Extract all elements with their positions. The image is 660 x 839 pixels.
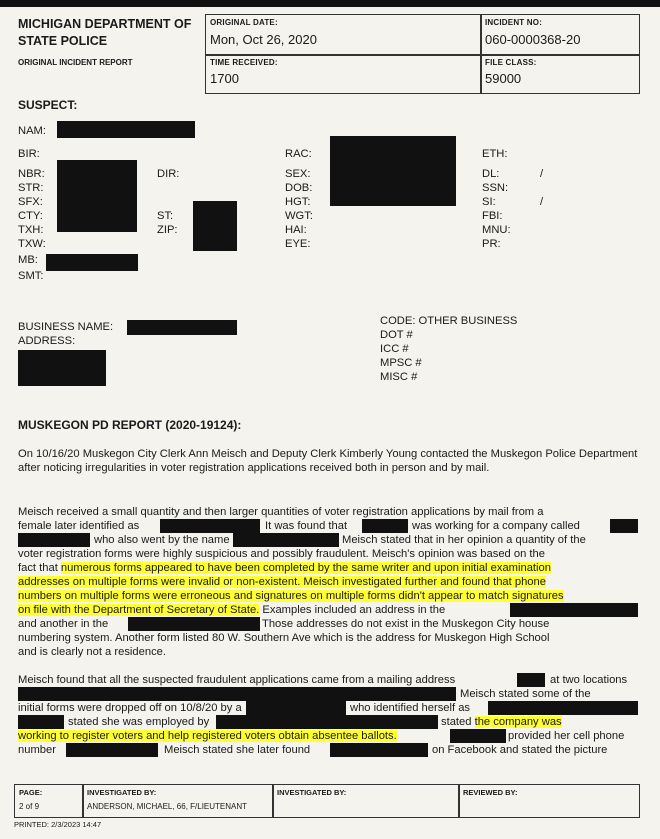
- dl-slash: /: [540, 168, 544, 180]
- si-slash: /: [540, 196, 544, 208]
- redaction-mb: [46, 254, 138, 271]
- p2-line-8: [18, 604, 445, 616]
- highlight-p2-line-8: on file with the Department of Secretary of State.: [18, 604, 260, 616]
- field-sfx: SFX:: [18, 196, 43, 208]
- p3-line-4-b: [441, 716, 562, 728]
- report-paragraph-1: On 10/16/20 Muskegon City Clerk Ann Meisch and Deputy Clerk Kimberly Young contacted the Muskegon Police Department after noticing irregularities in voter registration applications received both in person and by mail.: [18, 448, 638, 474]
- footer-page-box: [14, 784, 84, 818]
- p3-line-1-b: at two locations: [550, 674, 628, 686]
- field-str: STR:: [18, 182, 44, 194]
- redaction-p3-locations: [18, 687, 456, 701]
- redaction-state-zip: [193, 201, 237, 251]
- p2-line-9-b: Those addresses do not exist in the Muskegon City house: [262, 618, 550, 630]
- business-code: CODE: OTHER BUSINESS: [380, 315, 518, 327]
- field-hai: HAI:: [285, 224, 307, 236]
- p2-line-10: numbering system. Another form listed 80 W. Southern Ave which is the address for Muskegon High School: [18, 632, 550, 644]
- file-class-value: 59000: [485, 71, 522, 86]
- footer-investigated-label-2: INVESTIGATED BY:: [277, 788, 347, 797]
- p2-line-2-b: It was found that: [265, 520, 348, 532]
- original-date-box: [205, 14, 482, 56]
- report-heading: MUSKEGON PD REPORT (2020-19124):: [18, 418, 242, 432]
- p2-line-9-a: and another in the: [18, 618, 109, 630]
- business-name-label: BUSINESS NAME:: [18, 321, 114, 333]
- field-sex: SEX:: [285, 168, 311, 180]
- time-received-value: 1700: [210, 71, 239, 86]
- field-rac: RAC:: [285, 148, 312, 160]
- business-dot: DOT #: [380, 329, 413, 341]
- p3-line-4-a: stated she was employed by: [68, 716, 210, 728]
- suspect-heading: SUSPECT:: [18, 98, 78, 112]
- field-fbi: FBI:: [482, 210, 503, 222]
- p2-line-11: and is clearly not a residence.: [18, 646, 167, 658]
- p3-line-5-b: provided her cell phone: [508, 730, 625, 742]
- incident-no-label: INCIDENT NO:: [485, 18, 543, 27]
- field-bir: BIR:: [18, 148, 40, 160]
- redaction-p2-name: [160, 519, 260, 533]
- field-dl: DL:: [482, 168, 500, 180]
- footer-investigated-box-2: [272, 784, 460, 818]
- business-address-label: ADDRESS:: [18, 335, 76, 347]
- file-class-label: FILE CLASS:: [485, 58, 537, 67]
- p3-line-6-a: number: [18, 744, 56, 756]
- highlight-p2-line-5: numerous forms appeared to have been completed by the same writer and upon initial examination: [60, 562, 551, 574]
- field-st: ST:: [157, 210, 174, 222]
- footer-investigated-value-1: ANDERSON, MICHAEL, 66, F/LIEUTENANT: [87, 802, 248, 811]
- field-eth: ETH:: [482, 148, 508, 160]
- field-cty: CTY:: [18, 210, 43, 222]
- field-si: SI:: [482, 196, 496, 208]
- field-pr: PR:: [482, 238, 501, 250]
- field-zip: ZIP:: [157, 224, 178, 236]
- footer-reviewed-label: REVIEWED BY:: [463, 788, 518, 797]
- business-icc: ICC #: [380, 343, 409, 355]
- footer-investigated-label-1: INVESTIGATED BY:: [87, 788, 157, 797]
- redaction-p3-identity: [488, 701, 638, 715]
- business-misc: MISC #: [380, 371, 418, 383]
- p3-line-5-a: [18, 730, 397, 742]
- redaction-business-name: [127, 320, 237, 335]
- redaction-p2-person: [362, 519, 408, 533]
- p2-line-2-a: female later identified as: [18, 520, 140, 532]
- field-nam: NAM:: [18, 125, 46, 137]
- field-txh: TXH:: [18, 224, 44, 236]
- redaction-p3-employer: [216, 715, 438, 729]
- original-date-label: ORIGINAL DATE:: [210, 18, 278, 27]
- redaction-p3-dropoff: [246, 701, 346, 715]
- p2-line-5: [18, 562, 551, 574]
- highlight-p3-line-4: the company was: [474, 716, 562, 728]
- field-eye: EYE:: [285, 238, 311, 250]
- field-nbr: NBR:: [18, 168, 45, 180]
- p2-line-6: [18, 576, 546, 588]
- p3-line-2: Meisch stated some of the: [460, 688, 591, 700]
- redaction-address: [57, 160, 137, 232]
- report-subtitle: ORIGINAL INCIDENT REPORT: [18, 58, 133, 67]
- footer-investigated-box-1: [82, 784, 274, 818]
- field-mnu: MNU:: [482, 224, 511, 236]
- p3-line-6-c: on Facebook and stated the picture: [432, 744, 608, 756]
- footer-page-label: PAGE:: [19, 788, 43, 797]
- time-received-label: TIME RECEIVED:: [210, 58, 278, 67]
- redaction-name: [57, 121, 195, 138]
- highlight-p2-line-7: numbers on multiple forms were erroneous and signatures on multiple forms didn't appear to match signatures: [18, 590, 564, 602]
- field-smt: SMT:: [18, 270, 44, 282]
- redaction-p2-address-2: [128, 617, 260, 631]
- redaction-p3-name: [18, 715, 64, 729]
- p2-line-3-b: Meisch stated that in her opinion a quantity of the: [342, 534, 586, 546]
- redaction-business-address: [18, 350, 106, 386]
- incident-no-box: [480, 14, 640, 56]
- time-received-box: [205, 54, 482, 94]
- p2-line-3-a: who also went by the name: [94, 534, 230, 546]
- p3-line-3-b: who identified herself as: [350, 702, 471, 714]
- redaction-p2-address-1: [510, 603, 638, 617]
- redaction-p3-person: [450, 729, 506, 743]
- p2-line-7: [18, 590, 564, 602]
- redaction-p3-mailing: [517, 673, 545, 687]
- field-dob: DOB:: [285, 182, 313, 194]
- p2-line-8-b: Examples included an address in the: [262, 604, 446, 616]
- p3-line-1-a: Meisch found that all the suspected fraudulent applications came from a mailing address: [18, 674, 456, 686]
- p2-line-2-c: was working for a company called: [412, 520, 580, 532]
- field-hgt: HGT:: [285, 196, 311, 208]
- p2-line-4: voter registration forms were highly suspicious and possibly fraudulent. Meisch's opinion was based on the: [18, 548, 545, 560]
- footer-reviewed-box: [458, 784, 640, 818]
- scan-top-edge: [0, 0, 660, 7]
- field-wgt: WGT:: [285, 210, 313, 222]
- redaction-p3-found: [330, 743, 428, 757]
- p2-line-5-a: fact that: [18, 562, 58, 574]
- agency-name: MICHIGAN DEPARTMENT OF STATE POLICE: [18, 17, 192, 48]
- highlight-p2-line-6: addresses on multiple forms were invalid or non-existent. Meisch investigated further and found that phone: [18, 576, 546, 588]
- footer-page-value: 2 of 9: [19, 802, 40, 811]
- incident-no-value: 060-0000368-20: [485, 32, 581, 47]
- field-mb: MB:: [18, 254, 38, 266]
- redaction-p3-phone: [66, 743, 158, 757]
- redaction-race-sex: [330, 136, 456, 206]
- redaction-p2-company-2: [18, 533, 90, 547]
- file-class-box: [480, 54, 640, 94]
- p3-line-3-a: initial forms were dropped off on 10/8/20 by a: [18, 702, 242, 714]
- redaction-p2-company: [610, 519, 638, 533]
- original-date-value: Mon, Oct 26, 2020: [210, 32, 317, 47]
- business-mpsc: MPSC #: [380, 357, 422, 369]
- field-txw: TXW:: [18, 238, 46, 250]
- field-dir: DIR:: [157, 168, 180, 180]
- field-ssn: SSN:: [482, 182, 509, 194]
- p3-line-4-b-text: stated: [441, 716, 472, 728]
- p2-line-1: Meisch received a small quantity and then larger quantities of voter registration applications by mail from a: [18, 506, 544, 518]
- highlight-p3-line-5: working to register voters and help registered voters obtain absentee ballots.: [18, 730, 397, 742]
- redaction-p2-alias: [233, 533, 339, 547]
- footer-printed: PRINTED: 2/3/2023 14:47: [14, 820, 102, 829]
- p3-line-6-b: Meisch stated she later found: [164, 744, 311, 756]
